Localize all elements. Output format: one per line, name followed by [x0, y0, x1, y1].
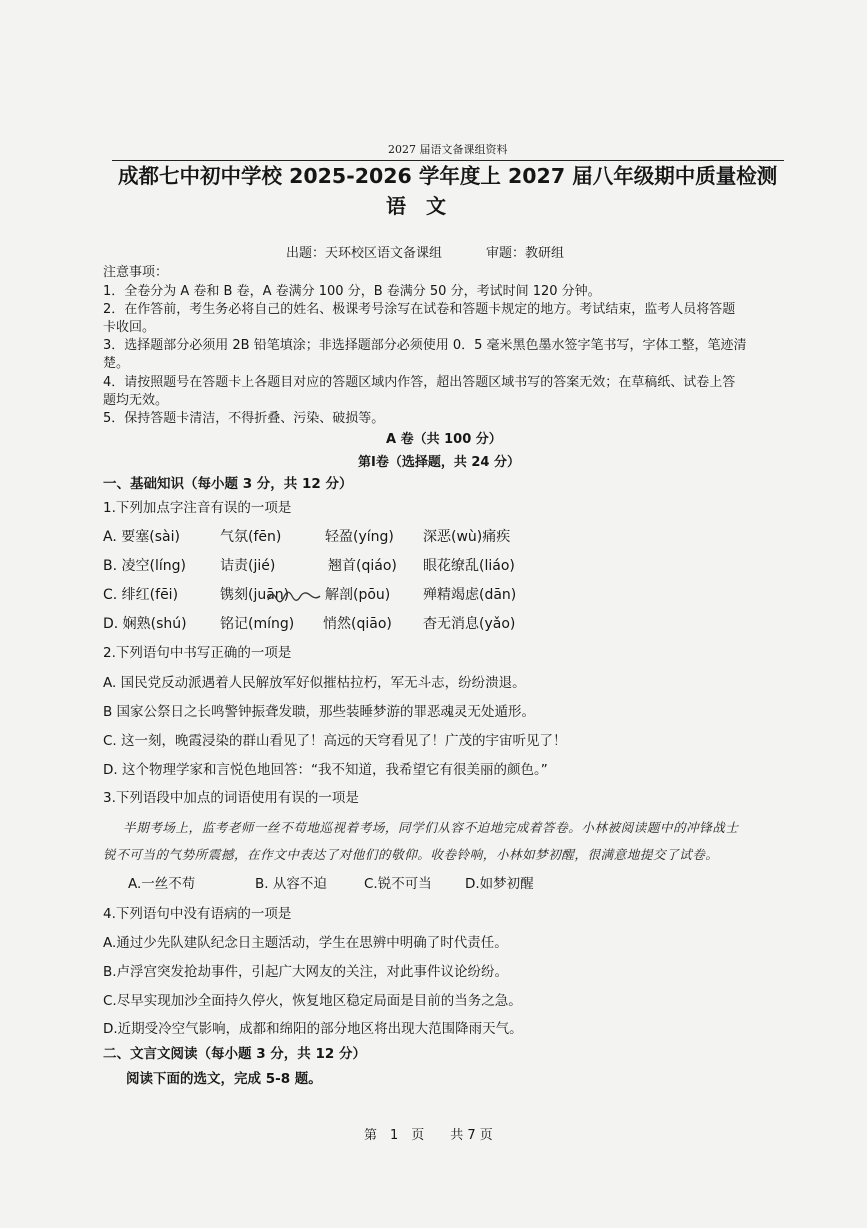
q1-option-a-4: 深恶(wù)痛疾: [423, 529, 511, 545]
header-rule: [112, 160, 784, 161]
q1-option-a-2: 气氛(fēn): [220, 529, 282, 545]
q4-stem: 4.下列语句中没有语病的一项是: [103, 906, 292, 922]
subject-title: 语 文: [386, 194, 446, 218]
q1-option-d-2: 铭记(míng): [220, 616, 295, 632]
q3-option-a: A.一丝不苟: [128, 876, 196, 892]
q1-stem: 1.下列加点字注音有误的一项是: [103, 500, 292, 516]
q3-passage-line: 半期考场上，监考老师一丝不苟地巡视着考场，同学们从容不迫地完成着答卷。小林被阅读题中的冲锋战士: [123, 820, 739, 835]
note-item: 卡收回。: [103, 320, 156, 335]
q2-option-c: C. 这一刻，晚霞浸染的群山看见了！高远的天穹看见了！广茂的宇宙听见了！: [103, 733, 567, 749]
note-item: 5．保持答题卡清洁，不得折叠、污染、破损等。: [103, 411, 385, 426]
setter-line: 出题：天环校区语文备课组: [286, 246, 443, 261]
part-one-heading: 第Ⅰ卷（选择题，共 24 分）: [358, 455, 520, 470]
q1-option-c-2: 镌刻(juān): [220, 587, 290, 603]
note-item: 题均无效。: [103, 393, 169, 408]
q4-option-a: A.通过少先队建队纪念日主题活动，学生在思辨中明确了时代责任。: [103, 935, 508, 951]
q2-option-d: D. 这个物理学家和言悦色地回答：“我不知道，我希望它有很美丽的颜色。”: [103, 762, 548, 778]
q1-option-b-2: 诘责(jié): [220, 558, 276, 574]
q3-passage-line: 锐不可当的气势所震撼，在作文中表达了对他们的敬仰。收卷铃响，小林如梦初醒，很满意地提交了试卷。: [103, 847, 719, 862]
q2-option-b: B 国家公祭日之长鸣警钟振聋发聩，那些装睡梦游的罪恶魂灵无处遁形。: [103, 704, 536, 720]
notes-heading: 注意事项：: [103, 265, 169, 280]
section-basic-heading: 一、基础知识（每小题 3 分，共 12 分）: [103, 476, 353, 492]
q3-option-d: D.如梦初醒: [465, 876, 534, 892]
note-item: 2．在作答前，考生务必将自己的姓名、极课考号涂写在试卷和答题卡规定的地方。考试结束，监考人员将答题: [103, 302, 736, 317]
reviewer-line: 审题：教研组: [486, 246, 565, 261]
top-note: 2027 届语文备课组资料: [388, 143, 508, 156]
q2-stem: 2.下列语句中书写正确的一项是: [103, 645, 292, 661]
classical-instruction: 阅读下面的选文，完成 5-8 题。: [126, 1071, 322, 1087]
note-item: 楚。: [103, 356, 130, 371]
q1-option-c-3: 解剖(pōu): [325, 587, 391, 603]
note-item: 1．全卷分为 A 卷和 B 卷，A 卷满分 100 分，B 卷满分 50 分，考试时间 120 分钟。: [103, 284, 601, 299]
q1-option-b-4: 眼花缭乱(liáo): [423, 558, 515, 574]
exam-title: 成都七中初中学校 2025-2026 学年度上 2027 届八年级期中质量检测: [118, 164, 778, 188]
page-number: 第 1 页 共 7 页: [364, 1128, 493, 1143]
section-classical-heading: 二、文言文阅读（每小题 3 分，共 12 分）: [103, 1046, 366, 1062]
note-item: 3．选择题部分必须用 2B 铅笔填涂；非选择题部分必须使用 0．5 毫米黑色墨水签字笔书写，字体工整，笔迹清: [103, 338, 747, 353]
q1-option-b-3: 翘首(qiáo): [328, 558, 397, 574]
q3-option-b: B. 从容不迫: [255, 876, 327, 892]
q4-option-d: D.近期受冷空气影响，成都和绵阳的部分地区将出现大范围降雨天气。: [103, 1021, 523, 1037]
q4-option-c: C.尽早实现加沙全面持久停火，恢复地区稳定局面是目前的当务之急。: [103, 993, 522, 1009]
q1-option-a-1: A. 要塞(sài): [103, 529, 180, 545]
q1-option-d-1: D. 娴熟(shú): [103, 616, 187, 632]
q1-option-d-3: 悄然(qiāo): [323, 616, 392, 632]
pen-scribble-icon: [266, 588, 324, 604]
q2-option-a: A. 国民党反动派遇着人民解放军好似摧枯拉朽，军无斗志，纷纷溃退。: [103, 675, 526, 691]
q1-option-a-3: 轻盈(yíng): [325, 529, 394, 545]
q3-option-c: C.锐不可当: [364, 876, 432, 892]
q1-option-d-4: 杳无消息(yǎo): [423, 616, 516, 632]
q1-option-b-1: B. 凌空(líng): [103, 558, 186, 574]
q1-option-c-4: 殚精竭虑(dān): [423, 587, 517, 603]
q3-stem: 3.下列语段中加点的词语使用有误的一项是: [103, 790, 359, 806]
a-volume-heading: A 卷（共 100 分）: [386, 432, 502, 447]
q1-option-c-1: C. 绯红(fēi): [103, 587, 179, 603]
note-item: 4．请按照题号在答题卡上各题目对应的答题区域内作答，超出答题区域书写的答案无效；在草稿纸、试卷上答: [103, 375, 736, 390]
q4-option-b: B.卢浮宫突发抢劫事件，引起广大网友的关注，对此事件议论纷纷。: [103, 964, 509, 980]
